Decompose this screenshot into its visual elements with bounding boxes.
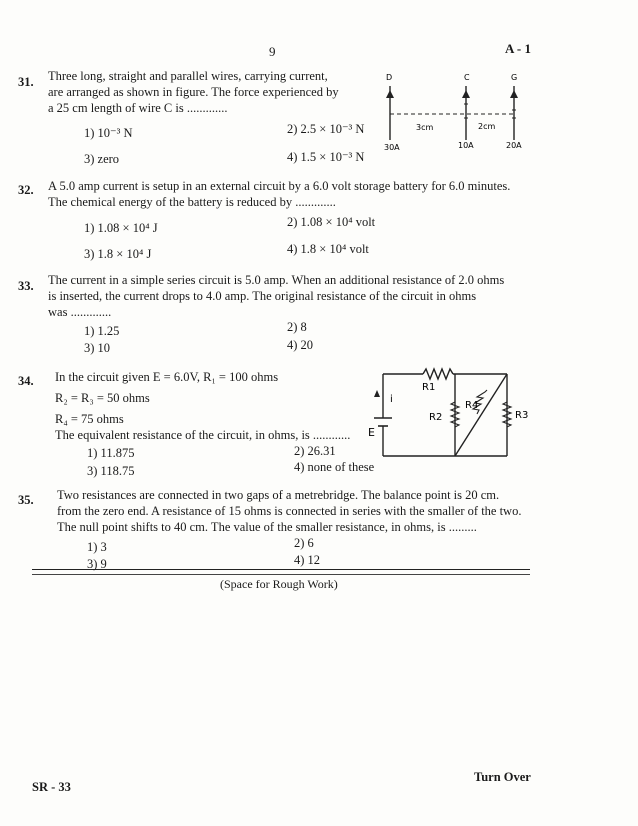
label-r2: R2 (429, 412, 443, 423)
option-2[interactable]: 2) 26.31 (294, 444, 336, 458)
resistor-r1 (423, 369, 453, 379)
question-text-line: are arranged as shown in figure. The force experienced by (48, 85, 339, 99)
question-text-line: The chemical energy of the battery is reduced by ............. (48, 195, 336, 209)
question-text-line: R₂ = R₃ = 50 ohms (55, 391, 150, 405)
option-1[interactable]: 1) 3 (87, 540, 107, 554)
question-text-line: from the zero end. A resistance of 15 ohms is connected in series with the smaller of the two. (57, 504, 522, 518)
option-4[interactable]: 4) 1.5 × 10⁻³ N (287, 150, 365, 164)
option-2[interactable]: 2) 6 (294, 536, 314, 550)
question-text-line: a 25 cm length of wire C is ............. (48, 101, 228, 115)
label-r4: R4 (465, 400, 479, 411)
question-number: 34. (18, 374, 34, 388)
option-3[interactable]: 3) 1.8 × 10⁴ J (84, 247, 152, 261)
current-arrow-icon (374, 390, 380, 397)
divider-rule (32, 574, 530, 575)
question-text-line: A 5.0 amp current is setup in an external circuit by a 6.0 volt storage battery for 6.0 minutes. (48, 179, 511, 193)
wire-label-g: G (511, 73, 518, 82)
question-text-line: In the circuit given E = 6.0V, R₁ = 100 ohms (55, 370, 279, 384)
question-number: 33. (18, 279, 34, 293)
question-number: 31. (18, 75, 34, 89)
question-text-line: R₄ = 75 ohms (55, 412, 124, 426)
resistor-r2 (451, 402, 459, 427)
gap-label-cg: 2cm (478, 122, 496, 131)
option-4[interactable]: 4) 20 (287, 338, 314, 352)
resistor-circuit-figure (365, 360, 540, 462)
option-1[interactable]: 1) 1.25 (84, 324, 120, 338)
question-text-line: is inserted, the current drops to 4.0 amp. The original resistance of the circuit in ohms (48, 289, 477, 303)
option-4[interactable]: 4) 12 (294, 553, 321, 567)
option-2[interactable]: 2) 8 (287, 320, 307, 334)
page-number: 9 (269, 44, 276, 59)
paper-code: A - 1 (505, 41, 531, 56)
option-3[interactable]: 3) 10 (84, 341, 111, 355)
arrow-d-icon (386, 90, 394, 98)
option-2[interactable]: 2) 2.5 × 10⁻³ N (287, 122, 365, 136)
wire-label-d: D (386, 73, 393, 82)
label-emf-e: E (368, 426, 375, 439)
label-r1: R1 (422, 382, 436, 393)
question-text-line: The equivalent resistance of the circuit, in ohms, is ............ (55, 428, 351, 442)
current-label-d: 30A (384, 143, 400, 152)
option-3[interactable]: 3) zero (84, 152, 120, 166)
rough-work-label: (Space for Rough Work) (220, 577, 338, 591)
arrow-g-icon (510, 90, 518, 98)
option-4[interactable]: 4) none of these (294, 460, 375, 474)
option-2[interactable]: 2) 1.08 × 10⁴ volt (287, 215, 376, 229)
question-text-line: Three long, straight and parallel wires, carrying current, (48, 69, 328, 83)
option-1[interactable]: 1) 11.875 (87, 446, 135, 460)
label-current-i: i (390, 394, 393, 405)
question-text-line: The null point shifts to 40 cm. The value of the smaller resistance, in ohms, is ......... (57, 520, 477, 534)
gap-label-dc: 3cm (416, 123, 434, 132)
current-label-g: 20A (506, 141, 522, 150)
option-4[interactable]: 4) 1.8 × 10⁴ volt (287, 242, 369, 256)
question-number: 35. (18, 493, 34, 507)
diagonal-wire (455, 374, 507, 456)
option-1[interactable]: 1) 1.08 × 10⁴ J (84, 221, 158, 235)
label-r3: R3 (515, 410, 529, 421)
question-text-line: The current in a simple series circuit is 5.0 amp. When an additional resistance of 2.0 ohms (48, 273, 505, 287)
divider-rule (32, 569, 530, 570)
question-text-line: was ............. (48, 305, 112, 319)
current-label-c: 10A (458, 141, 474, 150)
paper-series-code: SR - 33 (32, 780, 71, 794)
arrow-c-icon (462, 90, 470, 98)
parallel-wires-figure (378, 68, 538, 158)
resistor-r3 (503, 402, 511, 427)
option-1[interactable]: 1) 10⁻³ N (84, 126, 133, 140)
question-text-line: Two resistances are connected in two gaps of a metrebridge. The balance point is 20 cm. (57, 488, 500, 502)
wire-label-c: C (464, 73, 470, 82)
option-3[interactable]: 3) 118.75 (87, 464, 135, 478)
option-3[interactable]: 3) 9 (87, 557, 107, 571)
question-number: 32. (18, 183, 34, 197)
turn-over-label: Turn Over (474, 770, 531, 784)
